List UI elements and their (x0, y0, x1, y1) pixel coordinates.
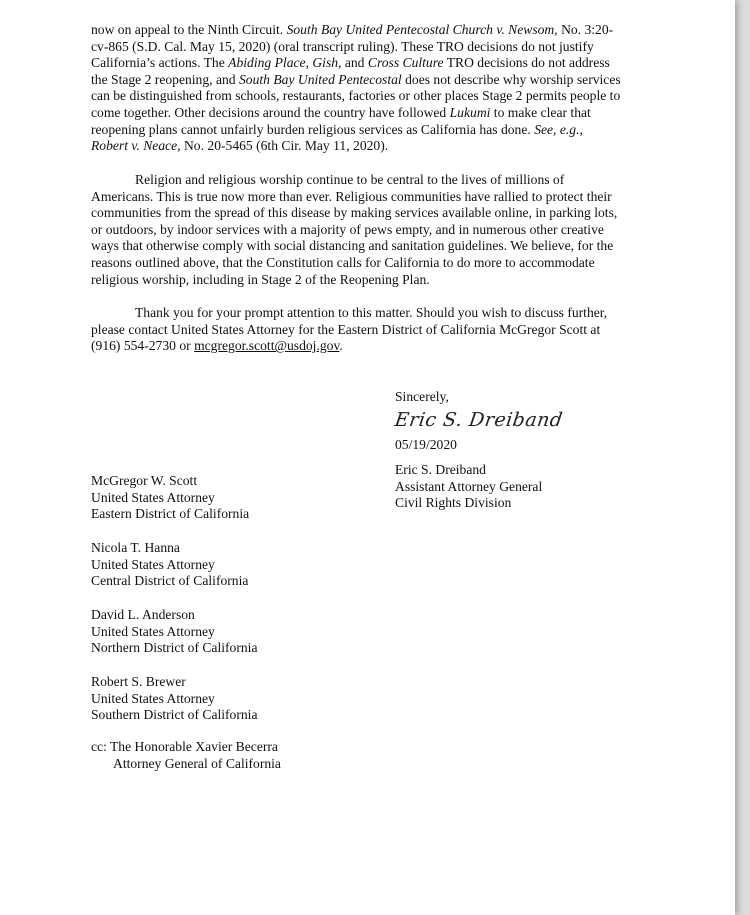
period: . (339, 338, 343, 354)
attorney-name: McGregor W. Scott (91, 473, 198, 488)
attorney-name: Robert S. Brewer (91, 674, 186, 689)
text-segment: does not describe why worship services (401, 71, 621, 87)
text-segment: the Stage 2 reopening, and (91, 71, 239, 87)
italic-citation: See, e.g. (534, 121, 580, 137)
sincerely-text: Sincerely, (395, 389, 449, 404)
attorney-title: United States Attorney (91, 489, 215, 505)
contact-line-1: Thank you for your prompt attention to this matter. Should you wish to discuss further, (135, 305, 608, 320)
paragraph-line: Americans. This is true now more than ever. Religious communities have rallied to protect their (91, 188, 612, 204)
attorney-district: Central District of California (91, 573, 249, 589)
paragraph-legal-precedent (91, 22, 661, 155)
attorney-block (91, 473, 249, 523)
text-segment: , (579, 121, 583, 137)
text-segment: now on appeal to the Ninth Circuit. (91, 22, 287, 37)
paragraph-line (91, 39, 661, 56)
text-segment: , No. 20-5465 (6th Cir. May 11, 2020). (177, 138, 389, 154)
italic-citation: South Bay United Pentecostal (238, 71, 402, 87)
signature-text: Eric S. Dreiband (393, 409, 565, 431)
text-segment: reopening plans cannot unfairly burden religious services as California has done. (91, 121, 535, 137)
text-segment: to make clear that (490, 104, 591, 120)
cc-block (91, 739, 281, 772)
signer-division: Civil Rights Division (395, 495, 512, 511)
handwritten-signature (393, 409, 564, 431)
email-link[interactable]: mcgregor.scott@usdoj.gov (194, 338, 340, 354)
attorney-title: United States Attorney (91, 690, 215, 706)
attorney-block (91, 607, 257, 657)
text-segment: California’s actions. The (91, 55, 229, 71)
text-segment: can be distinguished from schools, restaurants, factories or other places Stage 2 permits people to (91, 88, 621, 104)
signer-title: Assistant Attorney General (395, 478, 543, 494)
phone-text: (916) 554-2730 or (91, 338, 195, 354)
attorney-title: United States Attorney (91, 623, 215, 639)
italic-citation: Cross Culture (367, 55, 444, 71)
italic-citation: Abiding Place, Gish, (228, 55, 342, 71)
paragraph-line (91, 105, 661, 122)
paragraph-line (91, 55, 661, 72)
attorney-district: Northern District of California (91, 640, 258, 656)
paragraph-line (91, 122, 661, 139)
attorney-block (91, 540, 248, 590)
paragraph-religious-worship (91, 172, 661, 288)
italic-citation: South Bay United Pentecostal Church v. Newsom (286, 22, 555, 37)
paragraph-line (91, 72, 661, 89)
attorney-block (91, 674, 258, 724)
text-segment: and (341, 55, 368, 71)
text-segment: , No. 3:20- (554, 22, 614, 37)
paragraph-line (91, 22, 661, 39)
attorney-district: Eastern District of California (91, 506, 250, 522)
closing-salutation (395, 389, 449, 406)
attorney-district: Southern District of California (91, 707, 258, 723)
italic-citation: Robert v. Neace (91, 138, 178, 154)
paragraph-line: or outdoors, by indoor services with a majority of pews empty, and in numerous other creative (91, 221, 604, 237)
italic-citation: Lukumi (449, 104, 491, 120)
paragraph-line (91, 88, 661, 105)
paragraph-line (91, 138, 661, 155)
paragraph-line: communities from the spread of this disease by making services available online, in parking lots, (91, 205, 618, 221)
signature-date (395, 437, 457, 454)
signer-name: Eric S. Dreiband (395, 462, 486, 477)
cc-line-2: Attorney General of California (113, 755, 281, 771)
date-text: 05/19/2020 (395, 437, 457, 452)
cc-line-1: cc: The Honorable Xavier Becerra (91, 739, 278, 754)
paragraph-line: Religion and religious worship continue to be central to the lives of millions of (135, 172, 565, 187)
text-segment: TRO decisions do not address (443, 55, 610, 71)
signer-block (395, 462, 542, 512)
paragraph-line: reasons outlined above, that the Constitution calls for California to do more to accommodate (91, 254, 595, 270)
paragraph-contact (91, 305, 661, 355)
contact-line-3 (91, 338, 661, 355)
attorney-name: David L. Anderson (91, 607, 195, 622)
attorney-name: Nicola T. Hanna (91, 540, 180, 555)
attorney-title: United States Attorney (91, 556, 215, 572)
text-segment: cv-865 (S.D. Cal. May 15, 2020) (oral transcript ruling). These TRO decisions do not justify (91, 38, 594, 54)
contact-line-2: please contact United States Attorney for the Eastern District of California McGregor Scott at (91, 321, 601, 337)
paragraph-line: ways that otherwise comply with social distancing and sanitation guidelines. We believe, for the (91, 238, 614, 254)
paragraph-line: religious worship, including in Stage 2 of the Reopening Plan. (91, 271, 430, 287)
text-segment: come together. Other decisions around the country have followed (91, 104, 450, 120)
